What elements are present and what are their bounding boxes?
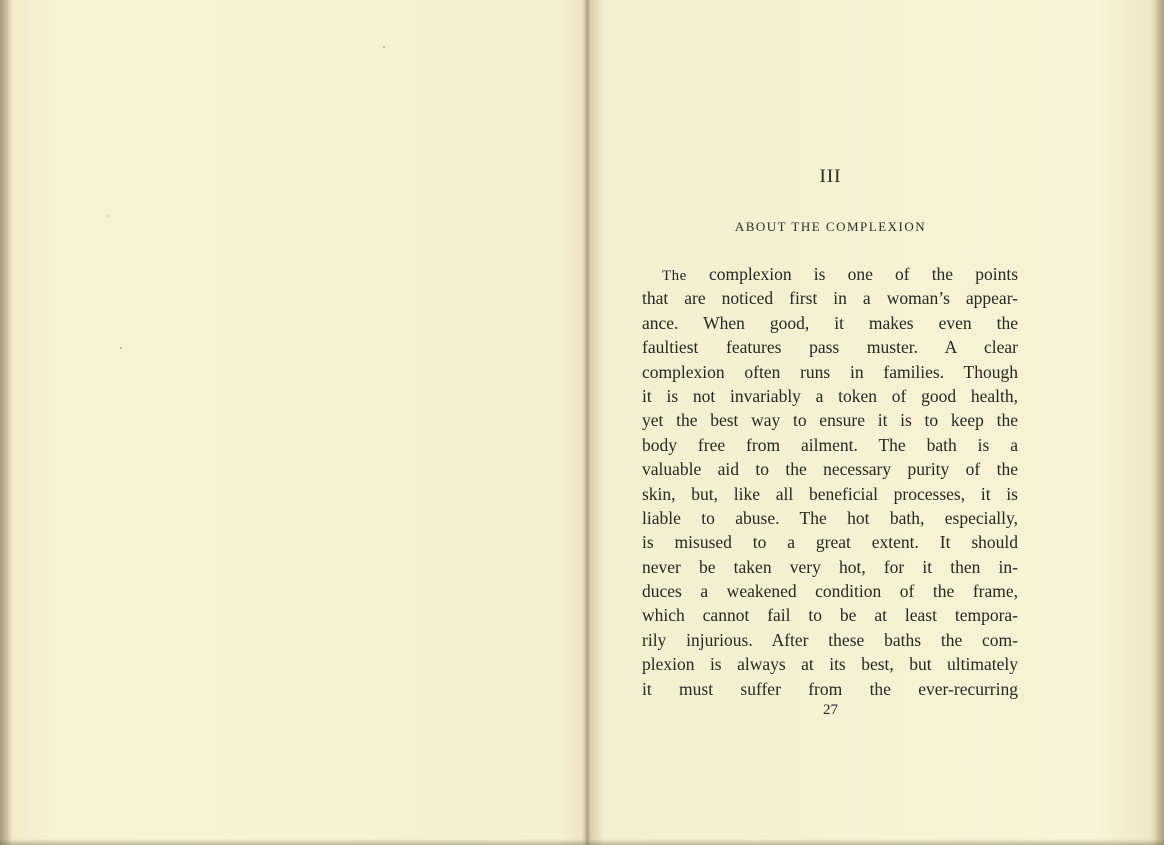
page-number: 27 xyxy=(823,702,838,718)
text-line: rily injurious. After these baths the com- xyxy=(642,629,1018,650)
text-line: is misused to a great extent. It should xyxy=(642,532,1018,553)
text-line: body free from ailment. The bath is a xyxy=(642,434,1018,455)
text-line: yet the best way to ensure it is to keep the xyxy=(642,410,1018,431)
text-line: liable to abuse. The hot bath, especially, xyxy=(642,507,1018,528)
text-line: duces a weakened condition of the frame, xyxy=(642,581,1018,602)
text-line: valuable aid to the necessary purity of the xyxy=(642,459,1018,480)
text-line: ance. When good, it makes even the xyxy=(642,312,1018,333)
paper-fleck xyxy=(383,46,385,48)
text-line: The complexion is one of the points xyxy=(662,264,1019,284)
chapter-number: III xyxy=(819,166,842,187)
paper-fleck xyxy=(107,215,109,217)
right-page xyxy=(589,0,1164,845)
right-page-edge xyxy=(1154,0,1164,845)
text-line: that are noticed first in a woman’s appear- xyxy=(642,288,1018,309)
chapter-title: ABOUT THE COMPLEXION xyxy=(734,219,927,234)
bottom-page-edge xyxy=(0,839,1164,845)
text-line: skin, but, like all beneficial processes, it is xyxy=(642,483,1018,504)
text-line: plexion is always at its best, but ultimately xyxy=(642,654,1018,675)
text-line: never be taken very hot, for it then in- xyxy=(642,556,1018,577)
text-line: faultiest features pass muster. A clear xyxy=(642,337,1018,358)
body-paragraph xyxy=(642,262,1018,701)
text-line: it is not invariably a token of good health, xyxy=(642,385,1018,406)
text-line: it must suffer from the ever-recurring xyxy=(642,678,1018,699)
text-line: which cannot fail to be at least tempora- xyxy=(642,605,1018,626)
text-line: complexion often runs in families. Though xyxy=(642,361,1018,382)
drop-word: The xyxy=(662,268,687,284)
paper-fleck xyxy=(120,347,122,349)
